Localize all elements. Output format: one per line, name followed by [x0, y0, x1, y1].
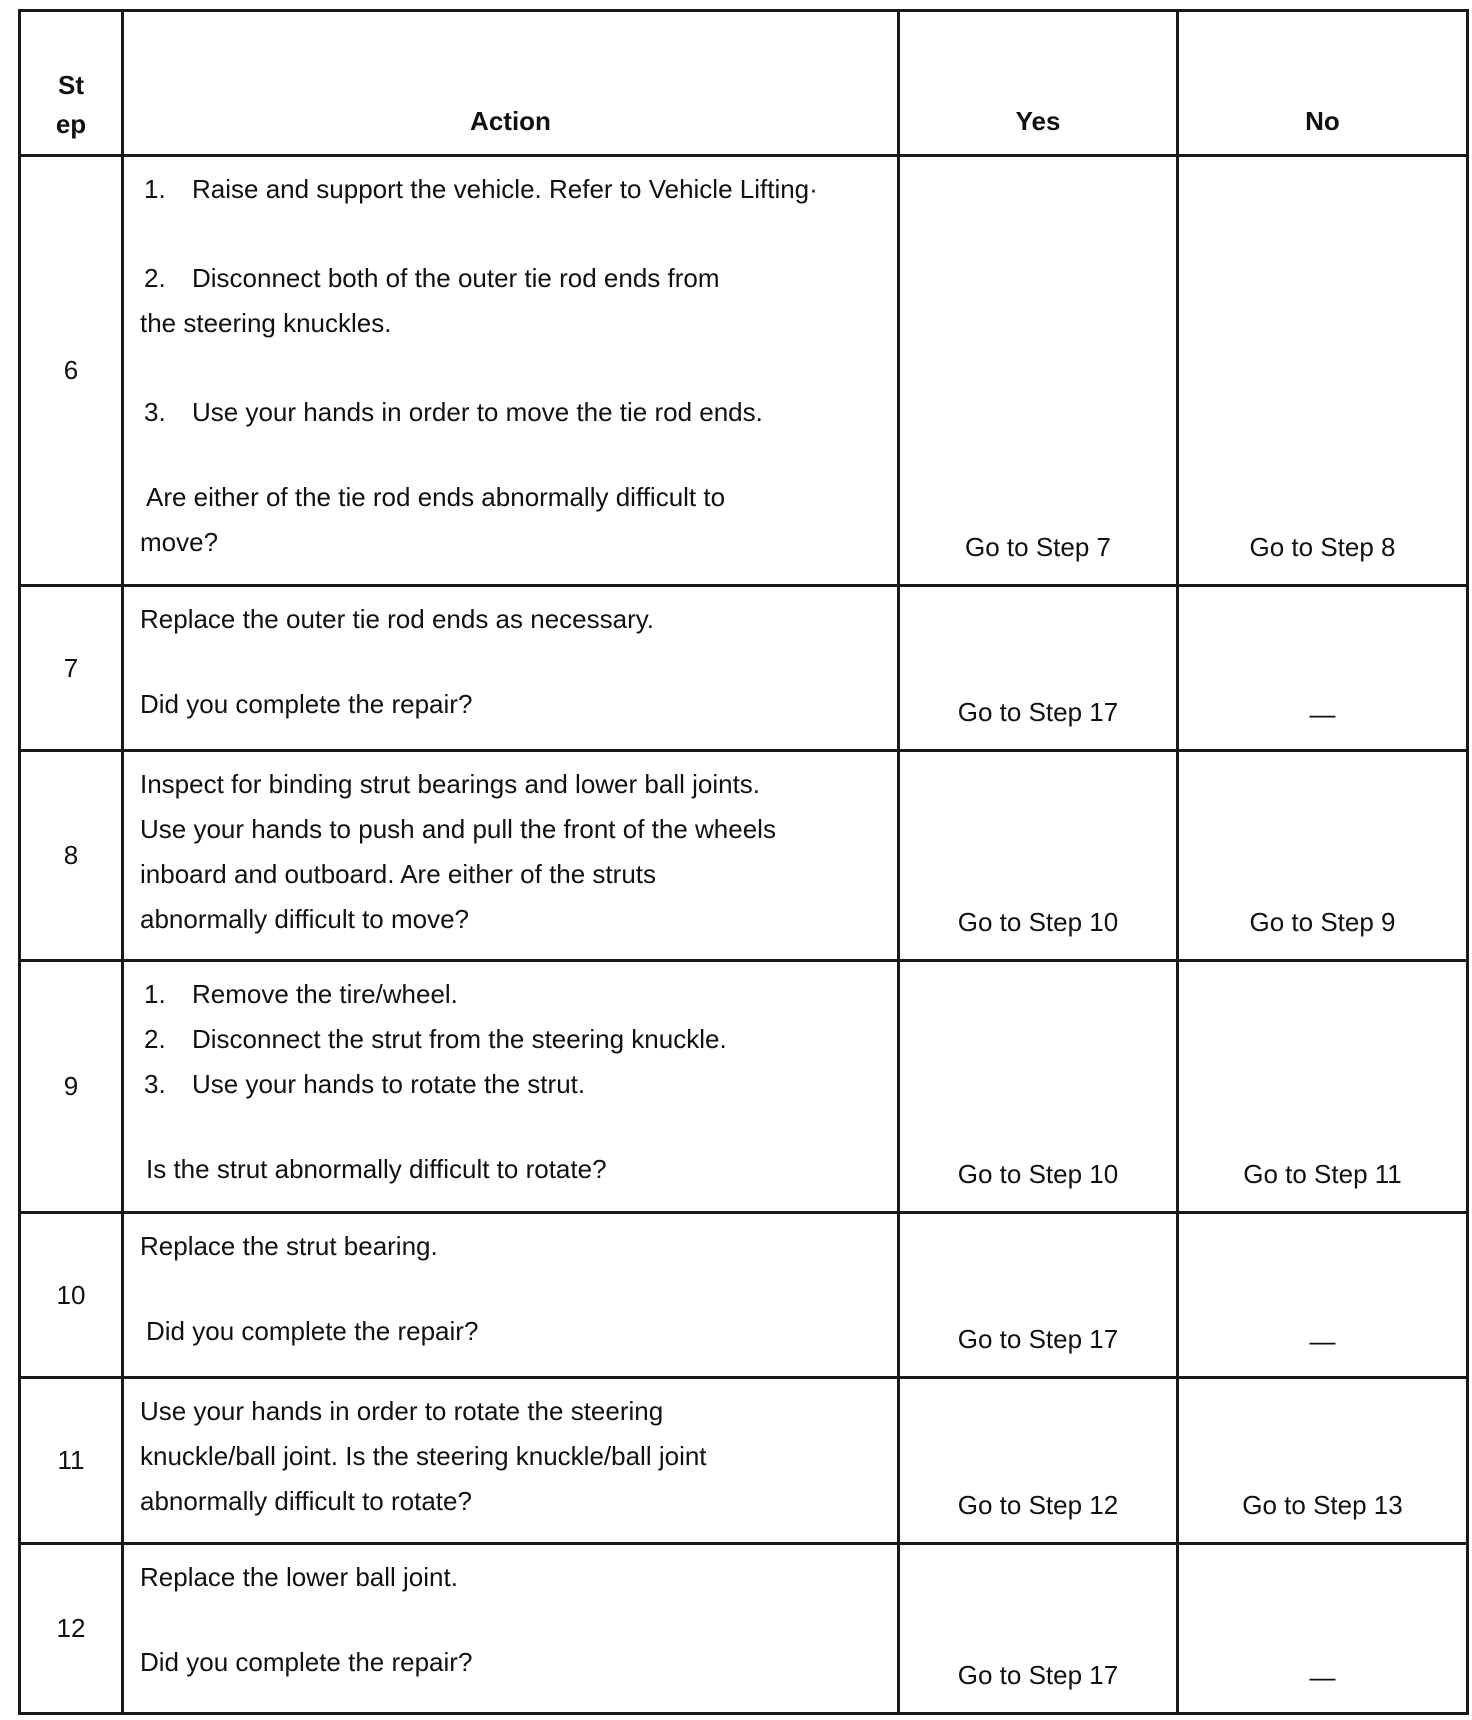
- no-result: Go to Step 8: [1178, 156, 1468, 586]
- table-row: [20, 961, 1468, 1213]
- list-text: Disconnect the strut from the steering knuckle.: [192, 1024, 727, 1054]
- table-row: [20, 1213, 1468, 1378]
- action-line: inboard and outboard. Are either of the struts: [140, 859, 657, 889]
- list-number: 1.: [144, 979, 166, 1009]
- step-number: 12: [20, 1544, 123, 1714]
- yes-result: Go to Step 7: [899, 156, 1178, 586]
- list-item: [140, 167, 883, 212]
- table-row: [20, 1378, 1468, 1544]
- header-step-line1: St: [58, 70, 84, 100]
- action-cell: [123, 1544, 899, 1714]
- action-line: Use your hands to push and pull the front of the wheels: [140, 814, 776, 844]
- table-row: [20, 586, 1468, 751]
- question-text: Did you complete the repair?: [140, 1647, 473, 1677]
- step-number: 8: [20, 751, 123, 961]
- list-number: 1.: [144, 174, 166, 204]
- action-cell: [123, 1213, 899, 1378]
- no-result: Go to Step 9: [1178, 751, 1468, 961]
- no-result: —: [1178, 586, 1468, 751]
- action-cell: [123, 961, 899, 1213]
- list-text-continued: the steering knuckles.: [140, 308, 392, 338]
- list-text: Use your hands in order to move the tie rod ends.: [192, 397, 763, 427]
- list-item: [140, 972, 883, 1017]
- yes-result: Go to Step 10: [899, 751, 1178, 961]
- question-text: Did you complete the repair?: [140, 689, 473, 719]
- question-text: Is the strut abnormally difficult to rotate?: [146, 1154, 607, 1184]
- table-row: [20, 1544, 1468, 1714]
- yes-result: Go to Step 17: [899, 1544, 1178, 1714]
- step-number: 9: [20, 961, 123, 1213]
- action-text: Replace the lower ball joint.: [140, 1562, 458, 1592]
- step-number: 7: [20, 586, 123, 751]
- action-cell: [123, 156, 899, 586]
- action-line: abnormally difficult to move?: [140, 904, 470, 934]
- no-result: Go to Step 11: [1178, 961, 1468, 1213]
- list-text: Remove the tire/wheel.: [192, 979, 458, 1009]
- action-text: Replace the strut bearing.: [140, 1231, 438, 1261]
- step-number: 10: [20, 1213, 123, 1378]
- no-result: —: [1178, 1213, 1468, 1378]
- yes-result: Go to Step 17: [899, 1213, 1178, 1378]
- question-text-continued: move?: [140, 527, 219, 557]
- action-cell: [123, 1378, 899, 1544]
- action-cell: [123, 751, 899, 961]
- question-text: Did you complete the repair?: [146, 1316, 479, 1346]
- header-no: No: [1178, 11, 1468, 156]
- action-line: Use your hands in order to rotate the steering: [140, 1396, 664, 1426]
- diagnostic-table: [18, 9, 1469, 1715]
- action-cell: [123, 586, 899, 751]
- action-line: knuckle/ball joint. Is the steering knuckle/ball joint: [140, 1441, 707, 1471]
- no-result: —: [1178, 1544, 1468, 1714]
- list-text: Disconnect both of the outer tie rod ends from: [192, 263, 720, 293]
- step-number: 11: [20, 1378, 123, 1544]
- list-text: Use your hands to rotate the strut.: [192, 1069, 586, 1099]
- yes-result: Go to Step 17: [899, 586, 1178, 751]
- header-action: Action: [123, 11, 899, 156]
- step-number: 6: [20, 156, 123, 586]
- list-number: 2.: [144, 1024, 166, 1054]
- table-row: [20, 156, 1468, 586]
- list-number: 3.: [144, 397, 166, 427]
- list-item: [140, 390, 883, 435]
- list-item: [140, 256, 883, 301]
- no-result: Go to Step 13: [1178, 1378, 1468, 1544]
- header-yes: Yes: [899, 11, 1178, 156]
- action-line: abnormally difficult to rotate?: [140, 1486, 472, 1516]
- header-row: [20, 11, 1468, 156]
- yes-result: Go to Step 10: [899, 961, 1178, 1213]
- header-step-line2: ep: [55, 109, 87, 139]
- header-step: [20, 11, 123, 156]
- list-number: 2.: [144, 263, 166, 293]
- action-line: Inspect for binding strut bearings and lower ball joints.: [140, 769, 761, 799]
- yes-result: Go to Step 12: [899, 1378, 1178, 1544]
- list-item: [140, 1017, 883, 1062]
- question-text: Are either of the tie rod ends abnormally difficult to: [146, 482, 726, 512]
- table-row: [20, 751, 1468, 961]
- list-number: 3.: [144, 1069, 166, 1099]
- list-text: Raise and support the vehicle. Refer to Vehicle Lifting·: [192, 174, 818, 204]
- action-text: Replace the outer tie rod ends as necessary.: [140, 604, 655, 634]
- list-item: [140, 1062, 883, 1107]
